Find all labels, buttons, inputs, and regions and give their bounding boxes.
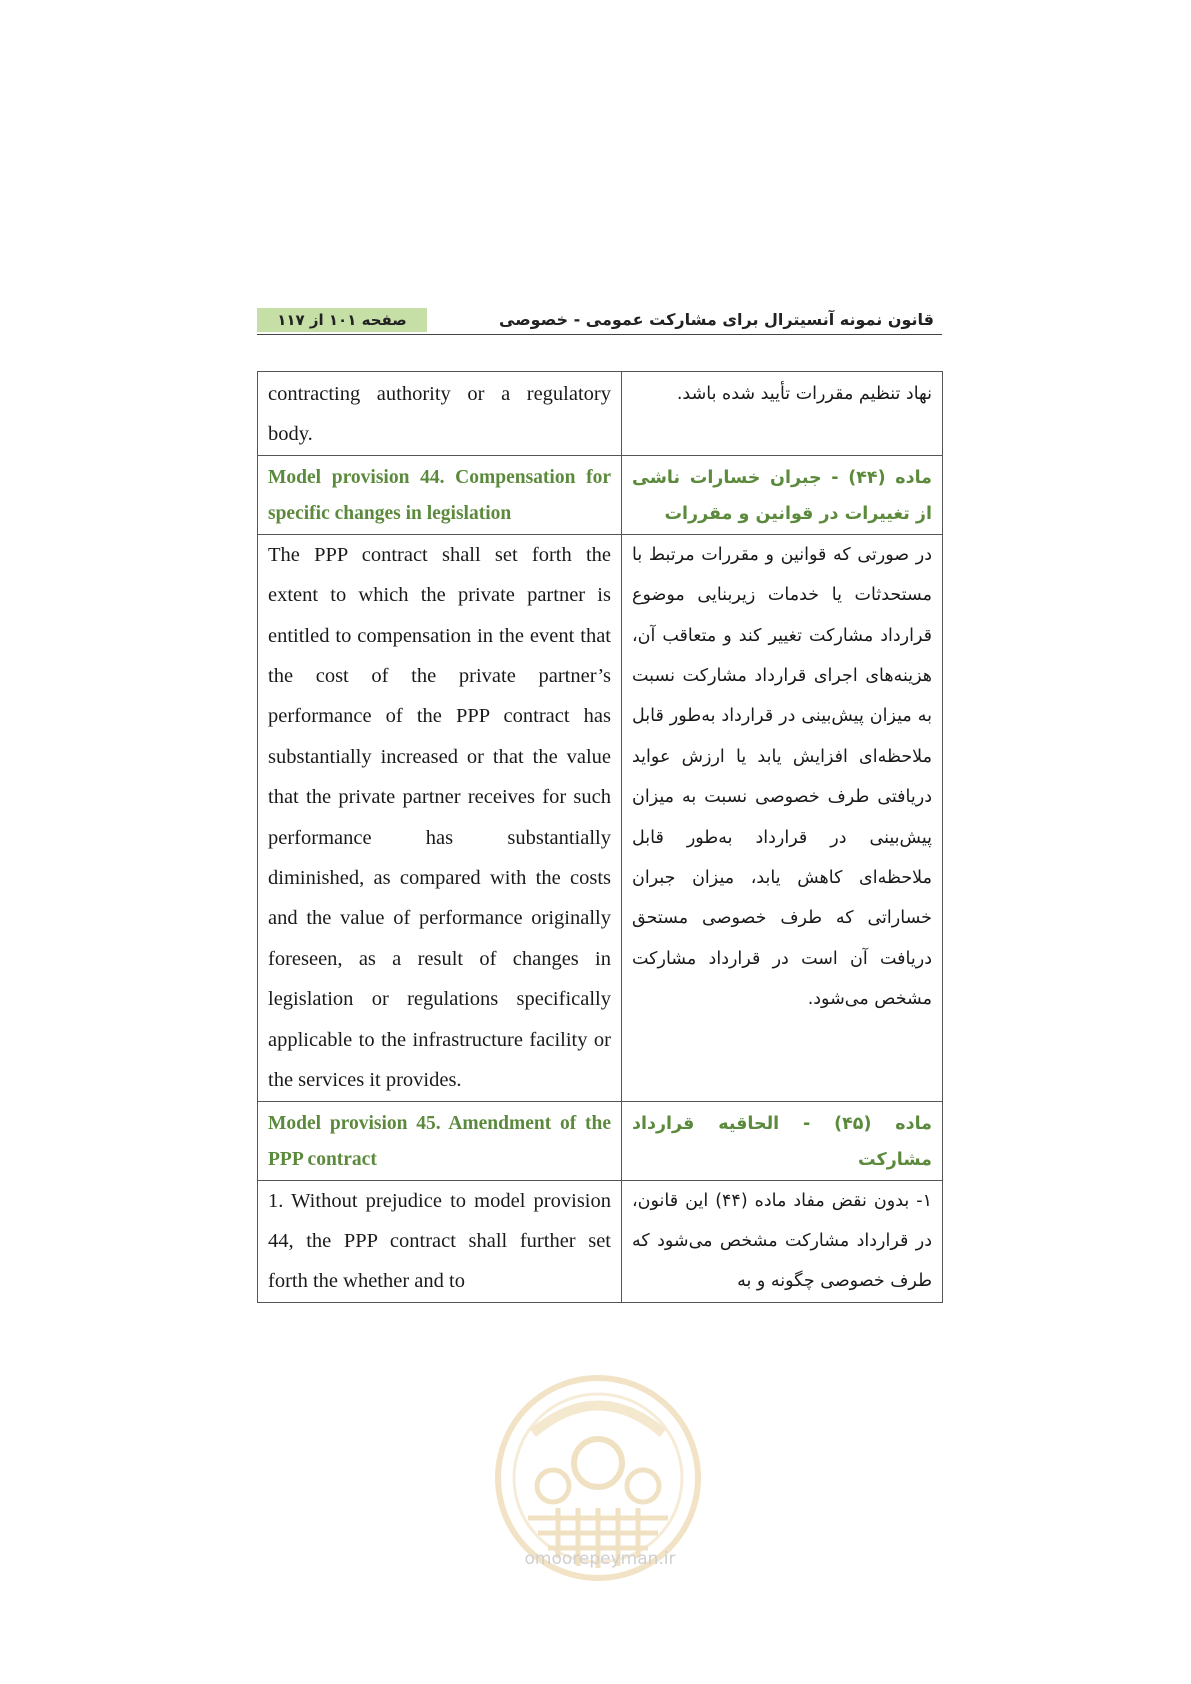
bilingual-table	[257, 371, 943, 1303]
english-heading-cell: Model provision 44. Compensation for specific changes in legislation	[258, 455, 622, 534]
persian-cell: در صورتی که قوانین و مقررات مرتبط با مستحدثات یا خدمات زیربنایی موضوع قرارداد مشارکت تغییر کند و متعاقب آن، هزینه‌های اجرای قرارداد مشارکت نسبت به میزان پیش‌بینی در قرارداد به‌طور قابل ملاحظه‌ای افزایش یابد یا ارزش عواید دریافتی طرف خصوصی نسبت به میزان پیش‌بینی در قرارداد به‌طور قابل ملاحظه‌ای کاهش یابد، میزان جبران خساراتی که طرف خصوصی مستحق دریافت آن است در قرارداد مشارکت مشخص می‌شود.	[622, 534, 943, 1101]
table-row	[258, 534, 943, 1101]
table-row-heading	[258, 1101, 943, 1180]
english-cell: contracting authority or a regulatory body.	[258, 372, 622, 456]
english-cell-text: 1. Without prejudice to model provision 44, the PPP contract shall further set forth the whether and to	[268, 1189, 611, 1293]
english-cell	[258, 1180, 622, 1302]
page-number-badge: صفحه ۱۰۱ از ۱۱۷	[257, 308, 427, 332]
watermark-site-text: omoorepeyman.ir	[524, 1549, 676, 1569]
persian-cell-text: ۱- بدون نقض مفاد ماده (۴۴) این قانون، در قرارداد مشارکت مشخص می‌شود که طرف خصوصی چگونه و به	[632, 1190, 932, 1292]
persian-cell: نهاد تنظیم مقررات تأیید شده باشد.	[622, 372, 943, 456]
table-row	[258, 1180, 943, 1302]
english-heading-cell: Model provision 45. Amendment of the PPP contract	[258, 1101, 622, 1180]
table-row-heading	[258, 455, 943, 534]
table-row	[258, 372, 943, 456]
page-header	[257, 306, 942, 335]
english-cell: The PPP contract shall set forth the extent to which the private partner is entitled to compensation in the event that the cost of the private partner’s performance of the PPP contract has substantially increased or that the value that the private partner receives for such performance has substantially diminished, as compared with the costs and the value of performance originally foreseen, as a result of changes in legislation or regulations specifically applicable to the infrastructure facility or the services it provides.	[258, 534, 622, 1101]
persian-heading-cell: ماده (۴۴) - جبران خسارات ناشی از تغییرات در قوانین و مقررات	[622, 455, 943, 534]
persian-cell	[622, 1180, 943, 1302]
document-title: قانون نمونه آنسیترال برای مشارکت عمومی - خصوصی	[499, 310, 934, 329]
persian-heading-cell: ماده (۴۵) - الحاقیه قرارداد مشارکت	[622, 1101, 943, 1180]
